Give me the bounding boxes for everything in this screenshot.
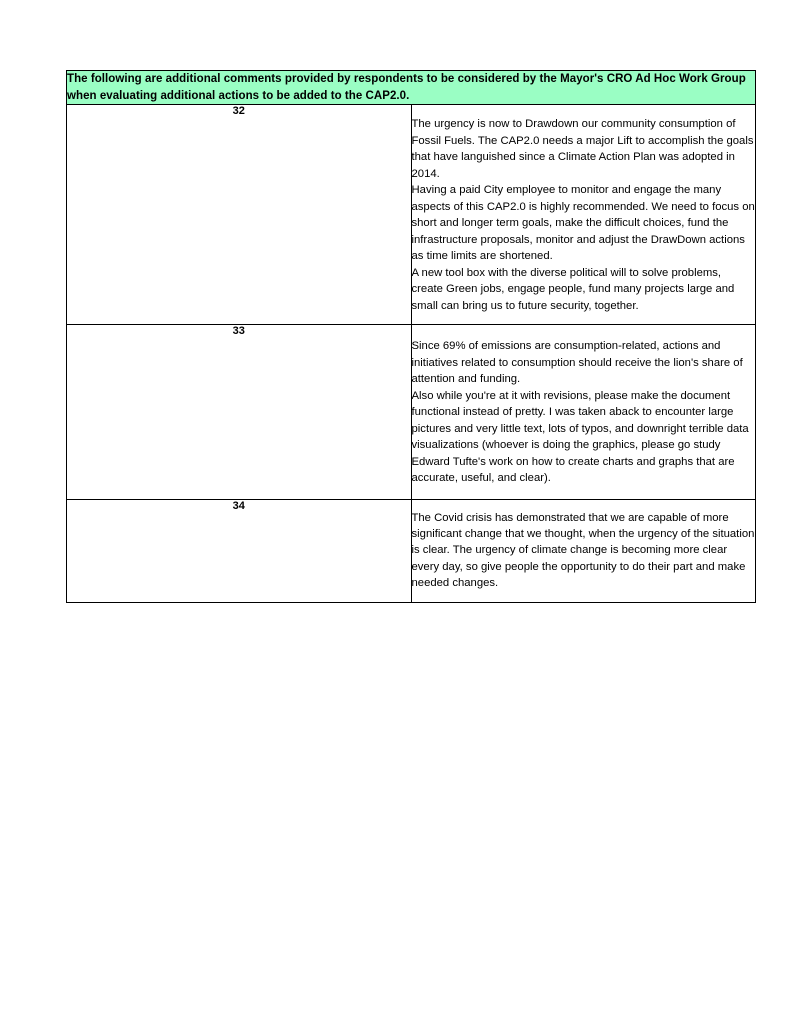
table-row [67,325,756,499]
table-row [67,105,756,325]
comment-paragraph: A new tool box with the diverse political will to solve problems, create Green jobs, engage people, fund many projects large and small can bring us to future security, together. [411,266,735,312]
row-comment [411,499,756,602]
table-header-row [67,71,756,105]
comment-paragraph: Also while you're at it with revisions, please make the document functional instead of pretty. I was taken aback to encounter large pictures and very little text, lots of typos, and downright terrible data visualizations (whoever is doing the graphics, please go study Edward Tufte's work on how to create charts and graphs that are accurate, useful, and clear). [411,389,749,485]
table-row [67,499,756,602]
comments-table [66,70,756,603]
comments-table-container [66,70,756,603]
row-number: 32 [67,105,412,325]
row-number: 34 [67,499,412,602]
row-comment [411,105,756,325]
table-header-text: The following are additional comments provided by respondents to be considered by the Mayor's CRO Ad Hoc Work Group when evaluating additional actions to be added to the CAP2.0. [67,71,756,105]
comment-paragraph: The Covid crisis has demonstrated that we are capable of more significant change that we thought, when the urgency of the situation is clear. The urgency of climate change is becoming more clear every day, so give people the opportunity to do their part and make needed changes. [411,511,755,590]
comment-paragraph: The urgency is now to Drawdown our community consumption of Fossil Fuels. The CAP2.0 needs a major Lift to accomplish the goals that have languished since a Climate Action Plan was adopted in 2014. [411,118,754,180]
row-number: 33 [67,325,412,499]
row-comment [411,325,756,499]
comment-paragraph: Since 69% of emissions are consumption-related, actions and initiatives related to consumption should receive the lion's share of attention and funding. [411,340,743,386]
comment-paragraph: Having a paid City employee to monitor and engage the many aspects of this CAP2.0 is highly recommended. We need to focus on short and longer term goals, make the difficult choices, fund the infrastructure proposals, monitor and adjust the DrawDown actions as time limits are shortened. [411,184,755,263]
